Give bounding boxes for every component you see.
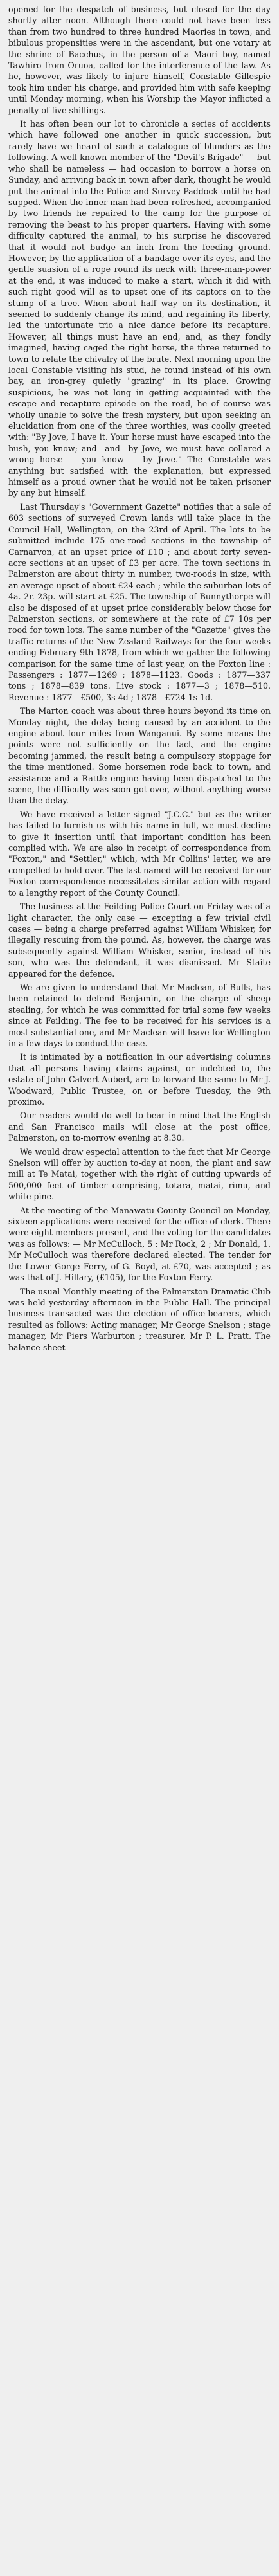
article-paragraph: Our readers would do well to bear in mind that the English and San Francisco mails will close at the post office, Palmerston, on to-morrow evening at 8.30. [8,1111,271,1143]
article-paragraph: Last Thursday's "Government Gazette" notifies that a sale of 603 sections of surveyed Crown lands will take place in the Council Hall, Wellington, on the 23rd of April. The lots to be submitted include 175 one-rood sections in the township of Carnarvon, at an upset price of £10 ; and about forty seven-acre sections at an upset of £3 per acre. The town sections in Palmerston are about thirty in number, two-roods in size, with an average upset of about £24 each ; while the suburban lots of 4a. 2r. 23p. will start at £25. The township of Bunnythorpe will also be disposed of at upset price considerably below those for Palmerston sections, or somewhere at the rate of £7 10s per rood for town lots. The same number of the "Gazette" gives the traffic returns of the New Zealand Railways for the four weeks ending February 9th 1878, from which we gather the following comparison for the same time of last year, on the Foxton line : Passengers : 1877—1269 ; 1878—1123. Goods : 1877—337 tons ; 1878—839 tons. Live stock : 1877—3 ; 1878—510. Revenue : 1877—£500, 3s 4d ; 1878—£724 1s 1d. [8,502,271,702]
article-paragraph: We are given to understand that Mr Maclean, of Bulls, has been retained to defend Benjamin, on the charge of sheep stealing, for which he was committed for trial some few weeks since at Feilding. The fee to be received for his services is a most substantial one, and Mr Maclean will leave for Wellington in a few days to conduct the case. [8,982,271,1048]
article-paragraph: The Marton coach was about three hours beyond its time on Monday night, the delay being caused by an accident to the engine about four miles from Wanganui. By some means the points were not sufficiently on the fact, and the engine becoming jammed, the result being a compulsory stoppage for the time mentioned. Some horsemen rode back to town, and assistance and a Rattle engine having been dispatched to the scene, the difficulty was soon got over, without anything worse than the delay. [8,706,271,806]
article-paragraph: We would draw especial attention to the fact that Mr George Snelson will offer by auction to-day at noon, the plant and saw mill at Te Matai, together with the right of cutting upwards of 500,000 feet of timber comprising, totara, matai, rimu, and white pine. [8,1147,271,1202]
article-paragraph: The usual Monthly meeting of the Palmerston Dramatic Club was held yesterday afternoon in the Public Hall. The principal business transacted was the election of office-bearers, which resulted as follows: Acting manager, Mr George Snelson ; stage manager, Mr Piers Warburton ; treasurer, Mr P. L. Pratt. The balance-sheet [8,1286,271,1352]
article-paragraph: It is intimated by a notification in our advertising columns that all persons having claims against, or indebted to, the estate of John Calvert Aubert, are to forward the same to Mr J. Woodward, Public Trustee, on or before Tuesday, the 9th proximo. [8,1052,271,1107]
article-paragraph: It has often been our lot to chronicle a series of accidents which have followed one another in quick succession, but rarely have we heard of such a catalogue of blunders as the following. A well-known member of the "Devil's Brigade" — but who shall be nameless — had occasion to borrow a horse on Sunday, and arriving back in town after dark, thought he would put the animal into the Police and Survey Paddock until he had supped. When the inner man had been refreshed, accompanied by two friends he repaired to the camp for the purpose of removing the beast to his proper quarters. Having with some difficulty captured the animal, to his surprise he discovered that it would not budge an inch from the feeding ground. However, by the application of a bandage over its eyes, and the gentle suasion of a rope round its neck with three-man-power at the end, it was induced to make a start, which it did with such right good will as to upset one of its captors on to the stump of a tree. When about half way on its destination, it seemed to suddenly change its mind, and regaining its liberty, led the unfortunate trio a nice dance before its recapture. However, all things must have an end, and, as they fondly imagined, having caged the right horse, the three returned to town to relate the chivalry of the brute. Next morning upon the local Constable visiting his stud, he found instead of his own bay, an iron-grey quietly "grazing" in its place. Growing suspicious, he was not long in getting acquainted with the escape and recapture episode on the road, he of course was wholly unable to solve the fresh mystery, but upon seeking an elucidation from one of the three worthies, was coolly greeted with: "By Jove, I have it. Your horse must have escaped into the bush, you know; and—and—by Jove, we must have collared a wrong horse — you know — by Jove." The Constable was anything but satisfied with the explanation, but expressed himself as a proud owner that he would not be taken prisoner by any but himself. [8,119,271,498]
article-paragraph: opened for the despatch of business, but closed for the day shortly after noon. Although there could not have been less than from two hundred to three hundred Maories in town, and bibulous propensities were in the ascendant, but one votary at the shrine of Bacchus, in the person of a Maori boy, named Tawhiro from Oruoa, called for the interference of the law. As he, however, was likely to injure himself, Constable Gillespie took him under his charge, and provided him with safe keeping until Monday morning, when his Worship the Mayor inflicted a penalty of five shillings. [8,5,271,115]
article-paragraph: The business at the Feilding Police Court on Friday was of a light character, the only case — excepting a few trivial civil cases — being a charge preferred against William Whisker, for illegally rescuing from the pound. As, however, the charge was subsequently against William Whisker, senior, instead of his son, who was the defendant, it was dismissed. Mr Staite appeared for the defence. [8,902,271,979]
article-paragraph: At the meeting of the Manawatu County Council on Monday, sixteen applications were received for the office of clerk. There were eight members present, and the voting for the candidates was as follows: — Mr McCulloch, 5 : Mr Rock, 2 ; Mr Donald, 1. Mr McCulloch was therefore declared elected. The tender for the Lower Gorge Ferry, of G. Boyd, at £70, was accepted ; as was that of J. Hillary, (£105), for the Foxton Ferry. [8,1205,271,1283]
article-paragraph: We have received a letter signed "J.C.C." but as the writer has failed to furnish us with his name in full, we must decline to give it insertion until that important condition has been complied with. We are also in receipt of correspondence from "Foxton," and "Settler," which, with Mr Collins' letter, we are compelled to hold over. The last named will be received for our Foxton correspondence necessitates similar action with regard to a lengthy report of the County Council. [8,809,271,898]
